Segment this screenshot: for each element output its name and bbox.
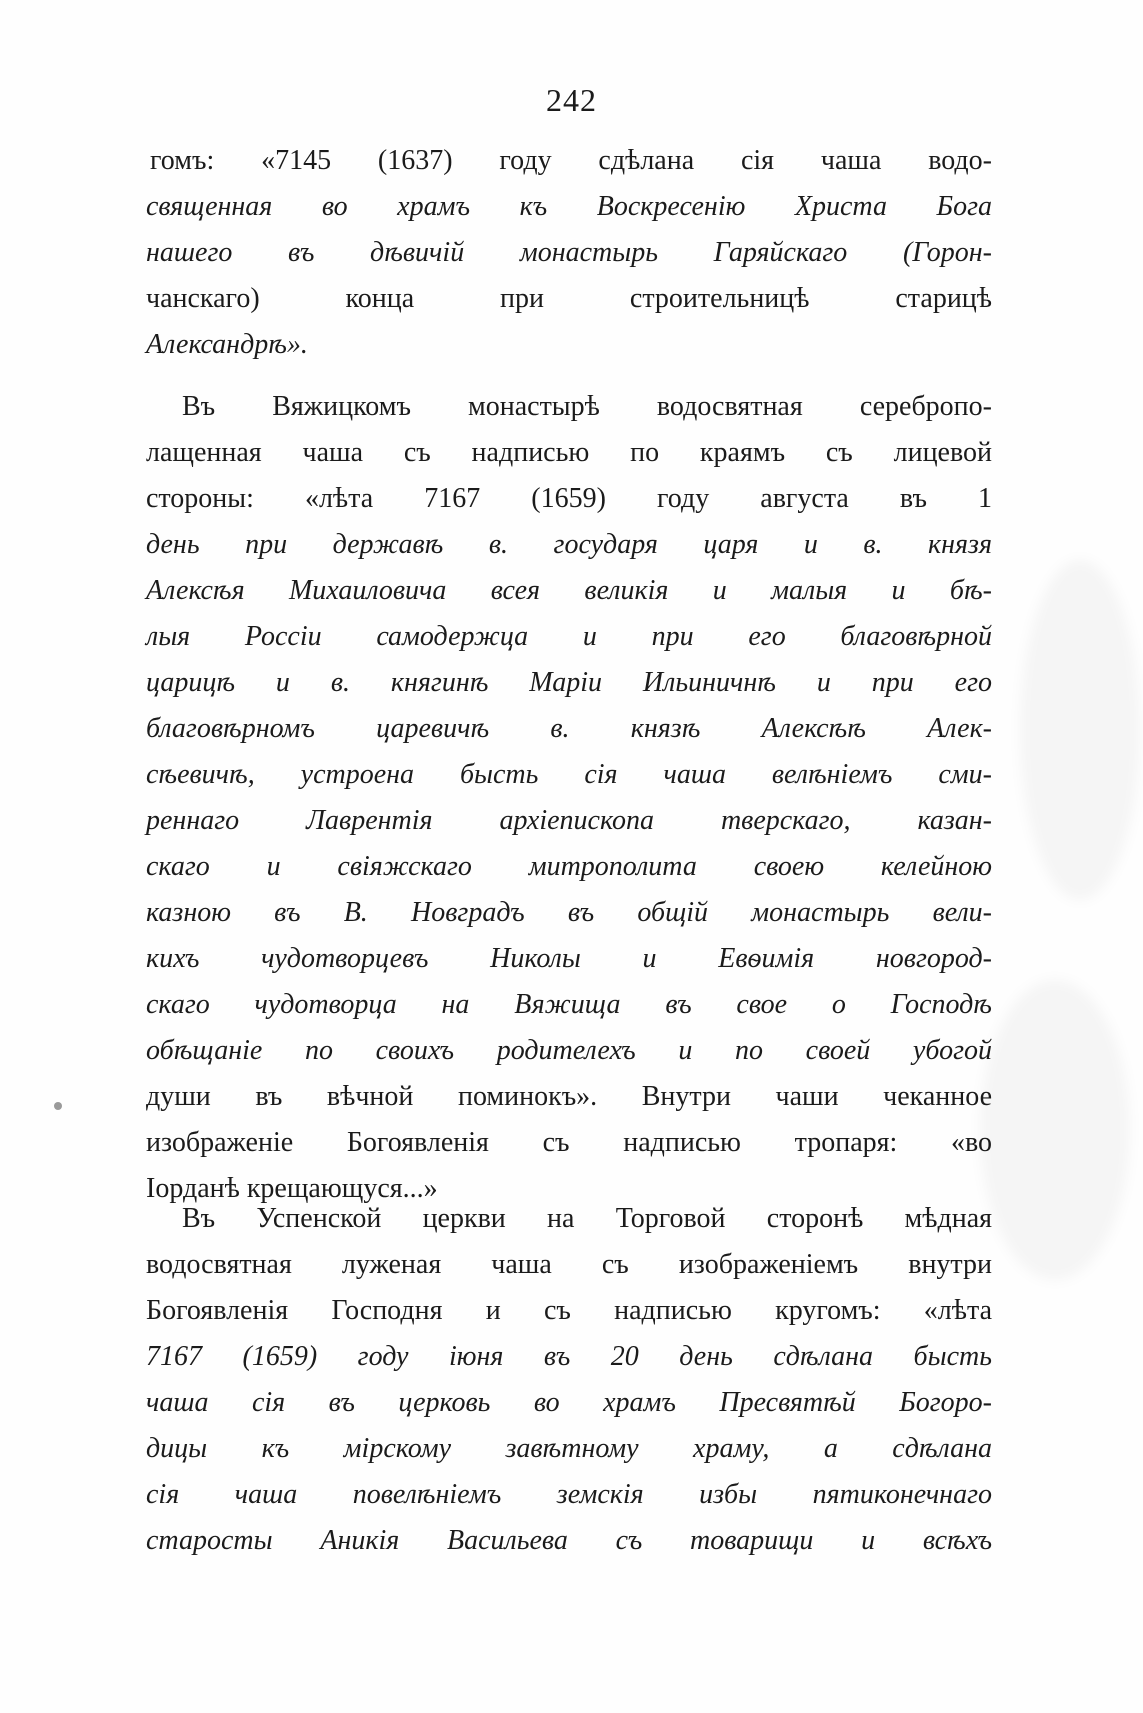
text-line: Алексѣя Михаиловича всея великія и малыя и бѣ- [146,575,992,606]
text-line: лащенная чаша съ надписью по краямъ съ лицевой [146,437,992,468]
text-line: Іорданѣ крещающуся...» [146,1173,438,1204]
text-line: сія чаша повелѣніемъ земскія избы пятиконечнаго [146,1479,992,1510]
show-through-stain [980,980,1130,1280]
text-line: Въ Успенской церкви на Торговой сторонѣ мѣдная [182,1203,992,1234]
text-line: скаго чудотворца на Вяжища въ свое о Господѣ [146,989,992,1020]
text-line: благовѣрномъ царевичѣ в. князѣ Алексѣѣ Алек- [146,713,992,744]
text-line: нашего въ дѣвичій монастырь Гаряйскаго (Горон- [146,237,992,268]
text-line: священная во храмъ къ Воскресенію Христа Бога [146,191,992,222]
page-number: 242 [546,82,597,118]
text-line: изображеніе Богоявленія съ надписью тропаря: «во [146,1127,992,1158]
show-through-stain [1020,560,1140,900]
ink-speck [54,1102,62,1110]
text-line: чанскаго) конца при строительницѣ старицѣ [146,283,992,314]
text-line: дицы къ мірскому завѣтному храму, а сдѣлана [146,1433,992,1464]
text-line: чаша сія въ церковь во храмъ Пресвятѣй Богоро- [146,1387,992,1418]
text-line: старосты Аникія Васильева съ товарищи и всѣхъ [146,1525,992,1556]
text-line: водосвятная луженая чаша съ изображеніемъ внутри [146,1249,992,1280]
text-line: сѣевичѣ, устроена бысть сія чаша велѣніемъ сми- [146,759,992,790]
text-line: реннаго Лаврентія архіепископа тверскаго, казан- [146,805,992,836]
text-line: обѣщаніе по своихъ родителехъ и по своей убогой [146,1035,992,1066]
text-line: 7167 (1659) году іюня въ 20 день сдѣлана бысть [146,1341,992,1372]
text-line: Богоявленія Господня и съ надписью кругомъ: «лѣта [146,1295,992,1326]
text-line: кихъ чудотворцевъ Николы и Евѳимія новгород- [146,943,992,974]
text-line: скаго и свіяжскаго митрополита своею келейною [146,851,992,882]
text-line: стороны: «лѣта 7167 (1659) году августа въ 1 [146,483,992,514]
text-line: Александрѣ». [146,329,308,360]
text-line: души въ вѣчной поминокъ». Внутри чаши чеканное [146,1081,992,1112]
text-line: день при державѣ в. государя царя и в. князя [146,529,992,560]
text-line: царицѣ и в. княгинѣ Маріи Ильиничнѣ и при его [146,667,992,698]
text-line: Въ Вяжицкомъ монастырѣ водосвятная серебропо- [182,391,992,422]
text-line: лыя Россіи самодержца и при его благовѣрной [146,621,992,652]
text-line: гомъ: «7145 (1637) году сдѣлана сія чаша водо- [150,145,992,176]
text-line: казною въ В. Новградъ въ общій монастырь вели- [146,897,992,928]
